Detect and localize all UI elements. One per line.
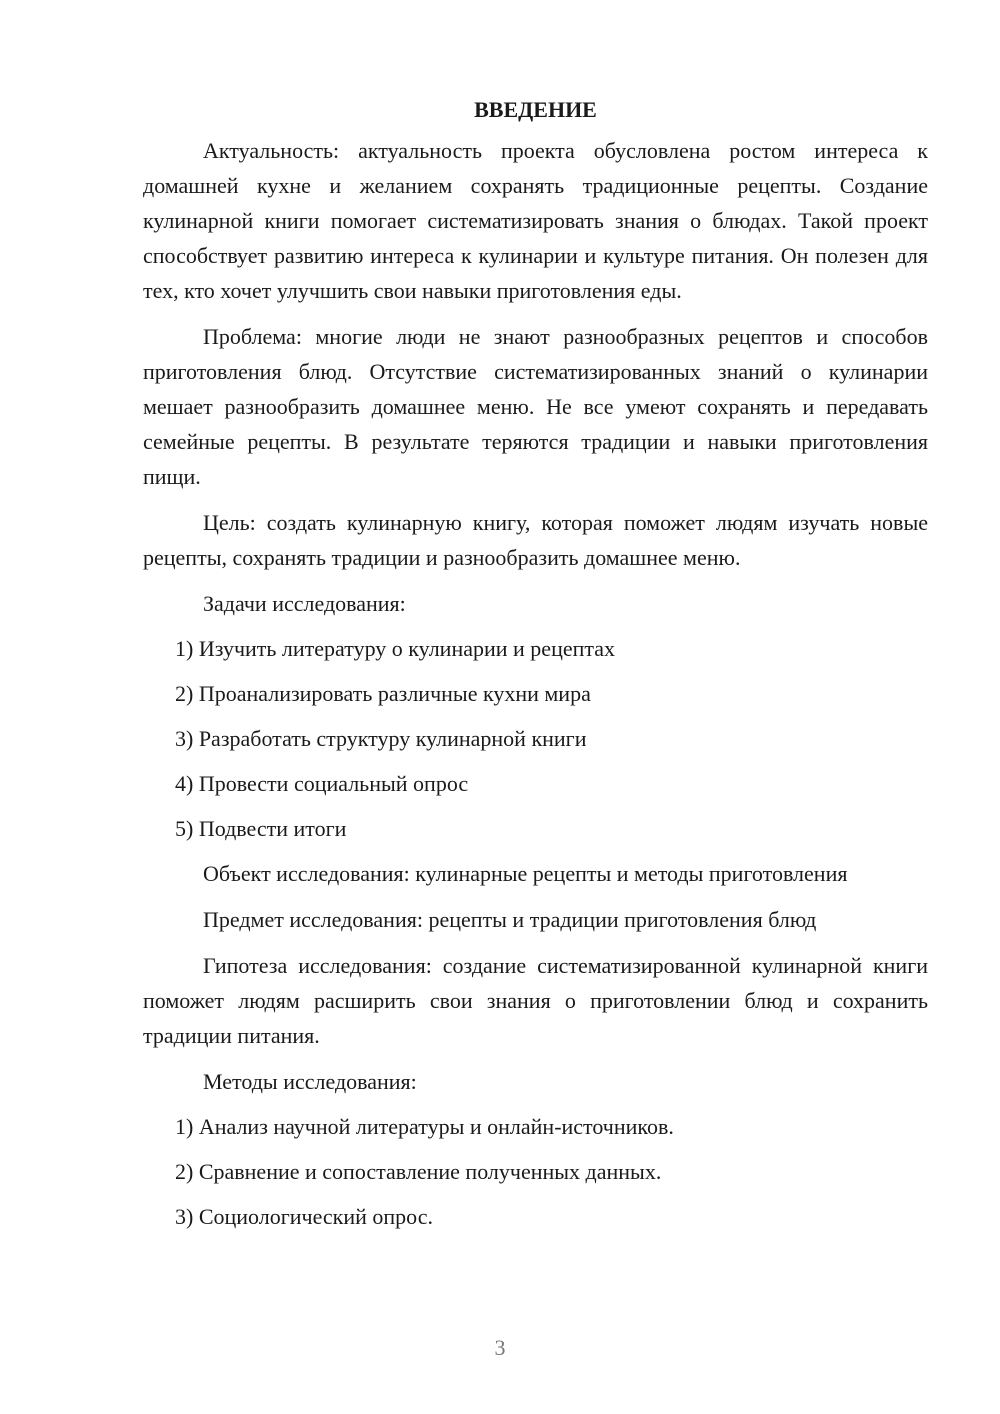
list-item: 4) Провести социальный опрос bbox=[175, 771, 469, 796]
object-paragraph: Объект исследования: кулинарные рецепты и методы приготовления bbox=[203, 861, 848, 886]
methods-list bbox=[143, 1109, 928, 1234]
tasks-heading: Задачи исследования: bbox=[203, 591, 406, 616]
document-page bbox=[143, 92, 928, 1244]
list-item: 3) Социологический опрос. bbox=[175, 1204, 433, 1229]
page-number: 3 bbox=[494, 1335, 506, 1360]
list-item: 2) Сравнение и сопоставление полученных данных. bbox=[175, 1159, 662, 1184]
tasks-list bbox=[143, 631, 928, 846]
list-item: 1) Изучить литературу о кулинарии и рецептах bbox=[175, 636, 616, 661]
list-item: 2) Проанализировать различные кухни мира bbox=[175, 681, 591, 706]
list-item: 3) Разработать структуру кулинарной книги bbox=[175, 726, 587, 751]
list-item: 5) Подвести итоги bbox=[175, 816, 347, 841]
page-title: ВВЕДЕНИЕ bbox=[474, 97, 597, 122]
subject-paragraph: Предмет исследования: рецепты и традиции приготовления блюд bbox=[203, 907, 817, 932]
relevance-paragraph: Актуальность: актуальность проекта обусловлена ростом интереса к домашней кухне и желанием сохранять традиционные рецепты. Создание кулинарной книги помогает систематизировать знания о блюдах. Такой проект способствует развитию интереса к кулинарии и культуре питания. Он полезен для тех, кто хочет улучшить свои навыки приготовления еды. bbox=[143, 138, 928, 303]
goal-paragraph: Цель: создать кулинарную книгу, которая поможет людям изучать новые рецепты, сохранять традиции и разнообразить домашнее меню. bbox=[143, 510, 928, 570]
methods-heading: Методы исследования: bbox=[203, 1069, 417, 1094]
problem-paragraph: Проблема: многие люди не знают разнообразных рецептов и способов приготовления блюд. Отсутствие систематизированных знаний о кулинарии мешает разнообразить домашнее меню. Не все умеют сохранять и передавать семейные рецепты. В результате теряются традиции и навыки приготовления пищи. bbox=[143, 324, 928, 489]
hypothesis-paragraph: Гипотеза исследования: создание систематизированной кулинарной книги поможет людям расширить свои знания о приготовлении блюд и сохранить традиции питания. bbox=[143, 953, 928, 1048]
list-item: 1) Анализ научной литературы и онлайн-источников. bbox=[175, 1114, 674, 1139]
